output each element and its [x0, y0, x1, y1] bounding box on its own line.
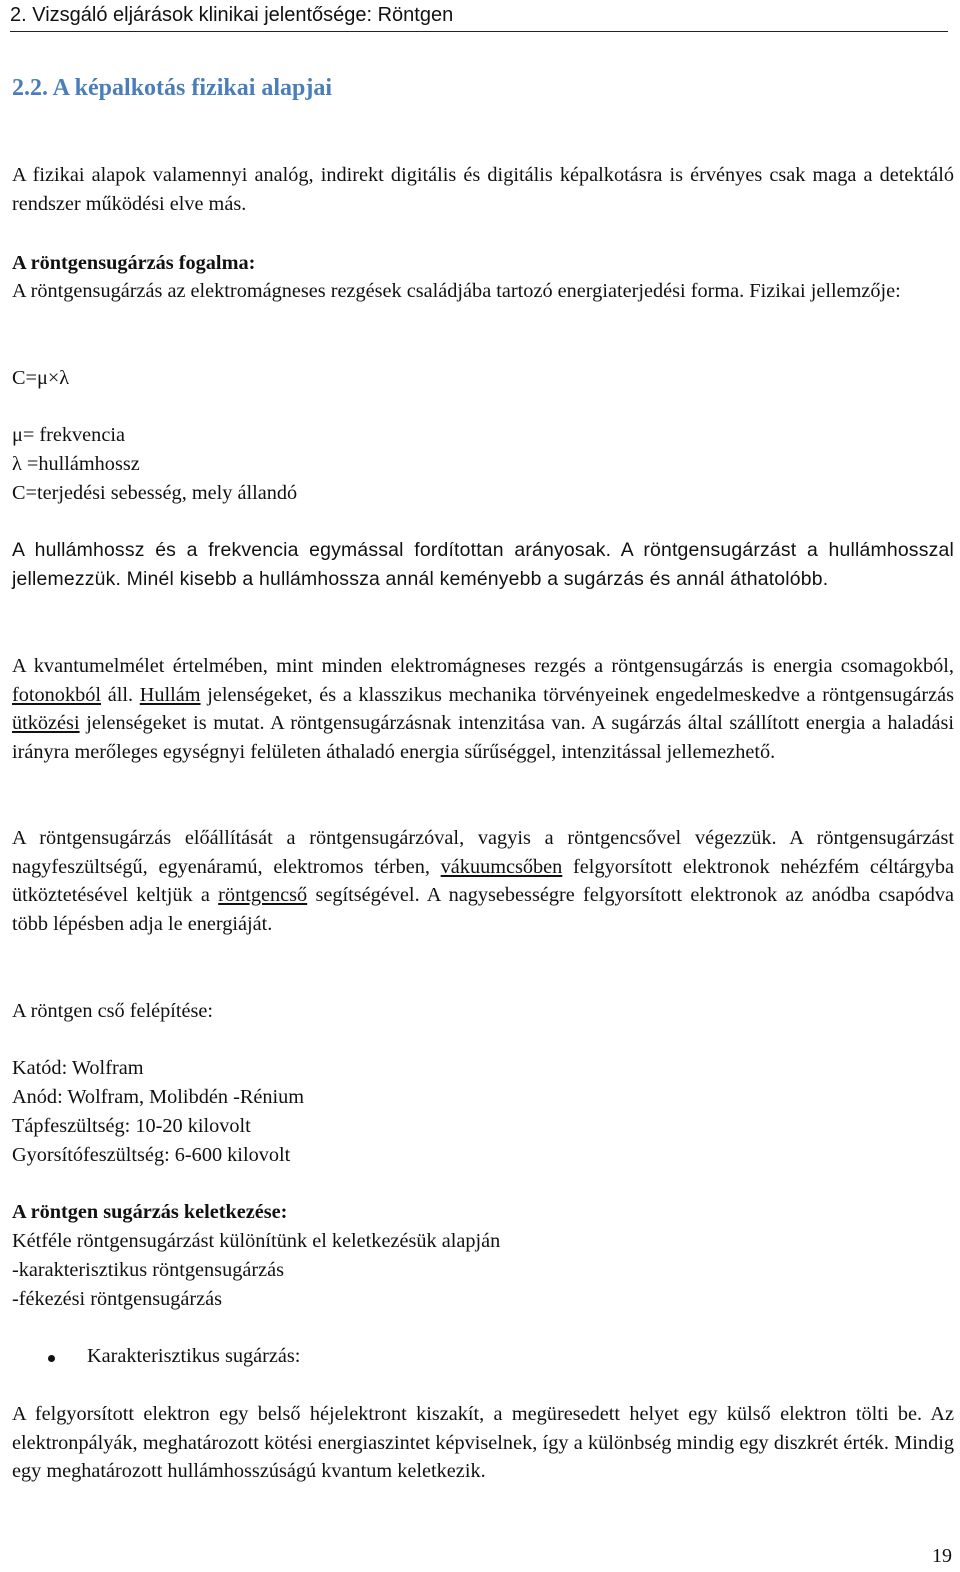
page-number: 19 — [932, 1545, 952, 1567]
formula-def-frequency: μ= frekvencia — [12, 424, 125, 446]
running-header: 2. Vizsgáló eljárások klinikai jelentősége: Röntgen — [10, 1, 948, 32]
text-run: áll. — [101, 683, 140, 706]
formula-def-speed: C=terjedési sebesség, mely állandó — [12, 482, 298, 504]
origin-line: -fékezési röntgensugárzás — [12, 1288, 223, 1310]
link-hullam[interactable]: Hullám — [139, 683, 201, 706]
text-run: jelenségeket, és a klasszikus mechanika törvényeinek engedelmeskedve a röntgensugárzás — [200, 683, 954, 706]
origin-heading: A röntgen sugárzás keletkezése: — [12, 1201, 288, 1223]
link-vakuumcsoben[interactable]: vákuumcsőben — [440, 855, 563, 878]
section-title: 2.2. A képalkotás fizikai alapjai — [12, 75, 333, 101]
text-run: A röntgensugárzás előállítását a röntgensugárzóval, vagyis a röntgencsővel végezzük. A röntgensugárzást nagyfeszültségű, egyenáramú, elektromos térben, — [12, 827, 954, 878]
formula: C=μ×λ — [12, 367, 70, 389]
tube-item-supply-voltage: Tápfeszültség: 10-20 kilovolt — [12, 1115, 251, 1137]
text-run: jelenségeket is mutat. A röntgensugárzásnak intenzitása van. A sugárzás által szállított energia a haladási irányra merőleges egységnyi felületen áthaladó energia sűrűséggel, intenzitással jellemezhető. — [12, 712, 954, 763]
concept-paragraph: A röntgensugárzás az elektromágneses rezgések családjába tartozó energiaterjedési forma. Fizikai jellemzője: — [12, 280, 901, 302]
tube-heading: A röntgen cső felépítése: — [12, 1000, 214, 1022]
bullet-dot-icon — [48, 1355, 55, 1362]
formula-def-wavelength: λ =hullámhossz — [12, 453, 140, 475]
link-rontgencso[interactable]: röntgencső — [218, 884, 308, 907]
link-utkozesi[interactable]: ütközési — [12, 712, 80, 735]
origin-line: -karakterisztikus röntgensugárzás — [12, 1259, 285, 1281]
quantum-paragraph — [12, 652, 954, 766]
origin-line: Kétféle röntgensugárzást különítünk el keletkezésük alapján — [12, 1230, 501, 1252]
link-fotonokbol[interactable]: fotonokból — [12, 683, 102, 706]
intro-paragraph: A fizikai alapok valamennyi analóg, indirekt digitális és digitális képalkotásra is érvényes csak maga a detektáló rendszer működési elve más. — [12, 164, 954, 215]
characteristic-paragraph: A felgyorsított elektron egy belső héjelektront kiszakít, a megüresedett helyet egy külső elektron tölti be. Az elektronpályák, meghatározott kötési energiaszintet képviselnek, így a különbség mindig egy diszkrét érték. Mindig egy meghatározott hullámhosszúságú kvantum keletkezik. — [12, 1403, 954, 1483]
tube-item-anode: Anód: Wolfram, Molibdén -Rénium — [12, 1086, 305, 1108]
text-run: A kvantumelmélet értelmében, mint minden elektromágneses rezgés a röntgensugárzás is energia csomagokból, — [12, 655, 954, 677]
text-run: felgyorsított elektronok nehézfém céltárgyba ütköztetésével keltjük a — [12, 855, 954, 907]
tube-item-cathode: Katód: Wolfram — [12, 1057, 144, 1079]
text-run: segítségével. A nagysebességre felgyorsított elektronok az anódba csapódva több lépésben adja le energiáját. — [12, 884, 955, 935]
tube-item-acceleration-voltage: Gyorsítófeszültség: 6-600 kilovolt — [12, 1144, 291, 1166]
concept-heading: A röntgensugárzás fogalma: — [12, 252, 256, 274]
wavelength-paragraph: A hullámhossz és a frekvencia egymással fordítottan arányosak. A röntgensugárzást a hullámhosszal jellemezzük. Minél kisebb a hullámhossza annál keményebb a sugárzás és annál áthatolóbb. — [12, 539, 954, 590]
production-paragraph — [12, 824, 954, 938]
bullet-label: Karakterisztikus sugárzás: — [87, 1345, 301, 1367]
